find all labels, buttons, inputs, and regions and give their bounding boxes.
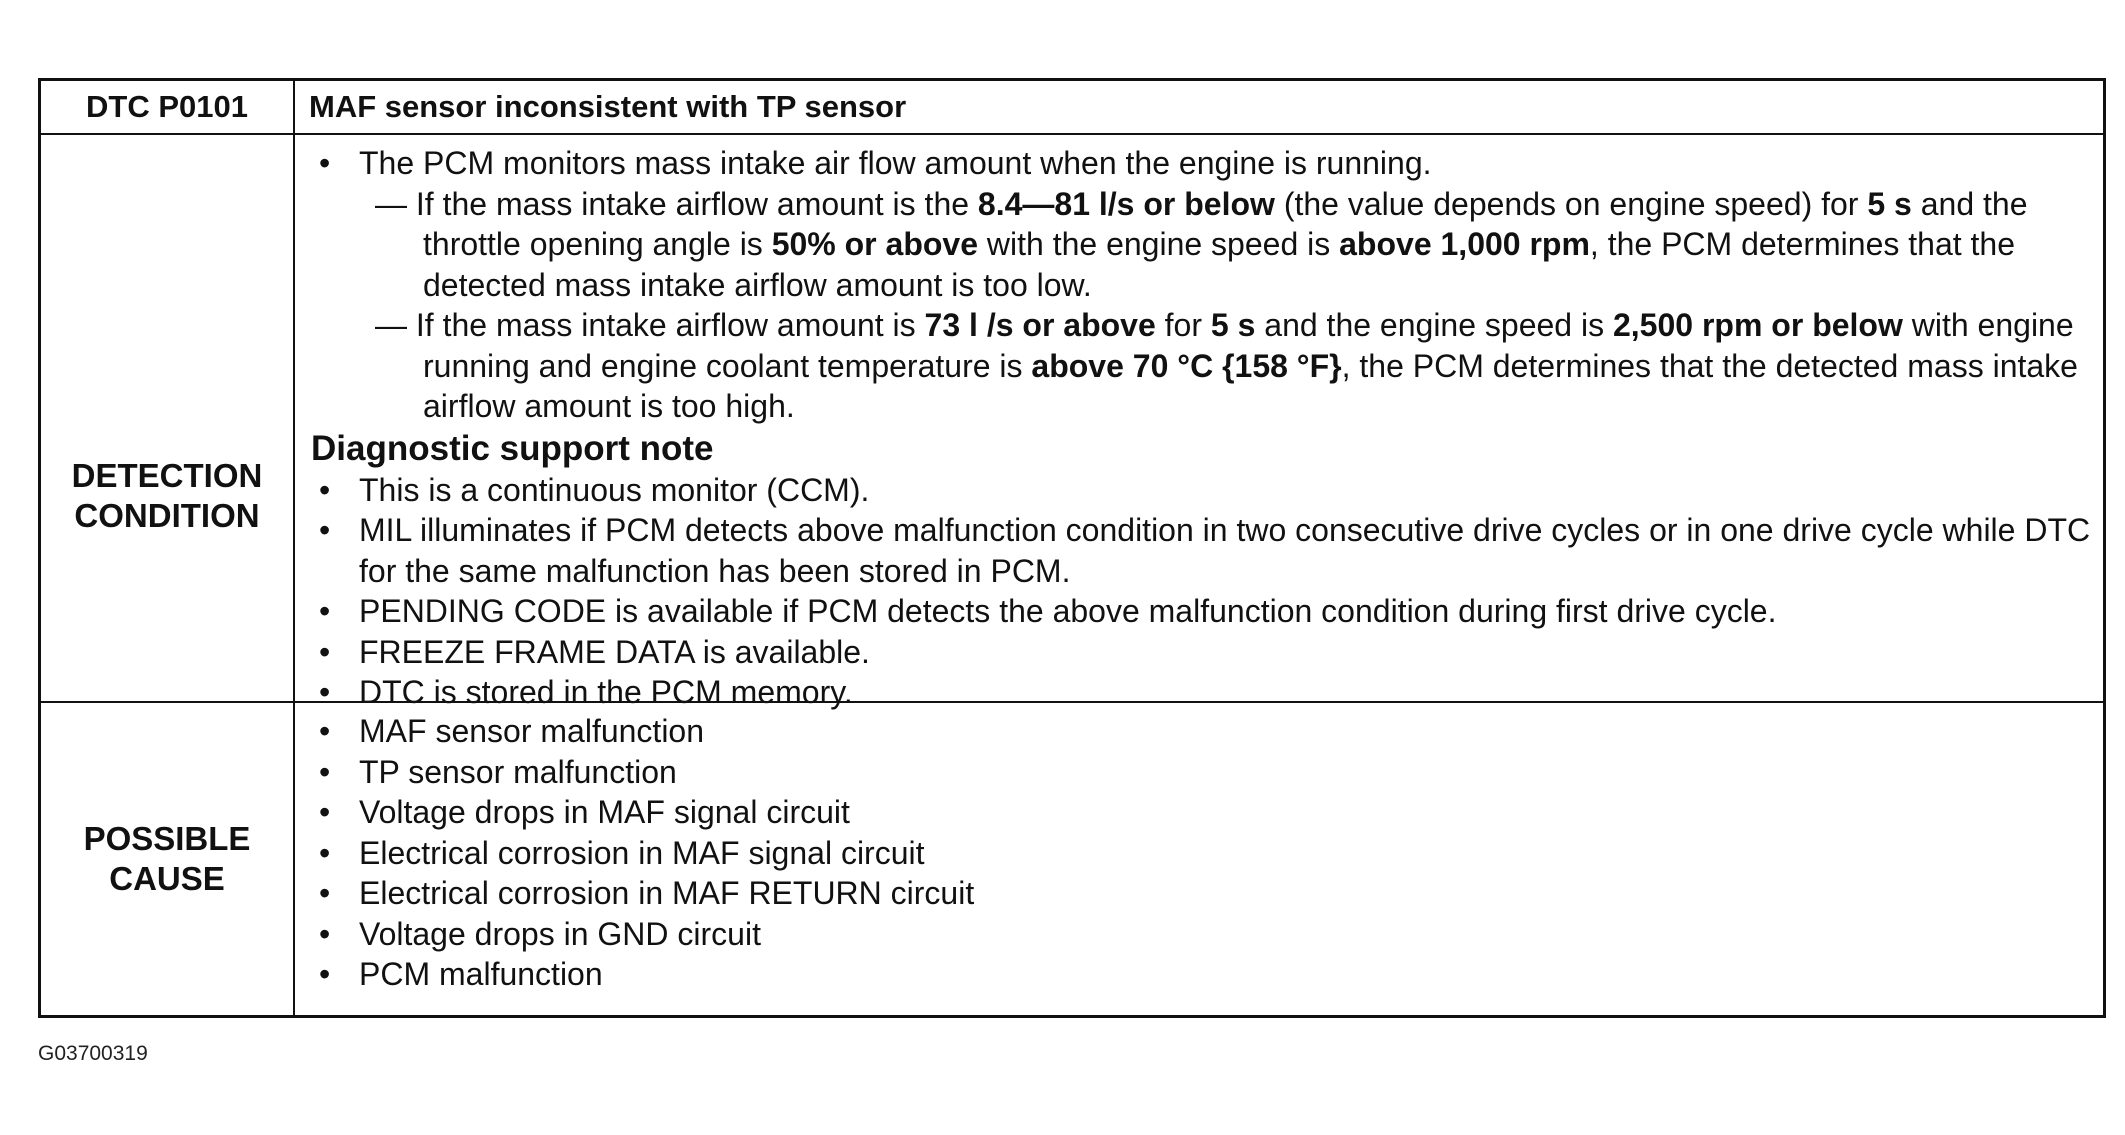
threshold-value: 5 s	[1210, 307, 1256, 343]
detection-low-condition	[311, 184, 2091, 306]
dtc-title-cell	[295, 81, 2103, 135]
cause-label-line2: CAUSE	[109, 860, 225, 897]
cause-item	[311, 752, 2091, 793]
cause-item	[311, 711, 2091, 752]
bullet-icon: •	[319, 145, 331, 181]
cause-item	[311, 954, 2091, 995]
cause-label-line1: POSSIBLE	[83, 820, 251, 857]
cause-item-text: TP sensor malfunction	[359, 753, 677, 790]
dash-icon: —	[375, 307, 407, 343]
diagnostic-support-heading: Diagnostic support note	[311, 428, 714, 468]
threshold-value: 5 s	[1867, 185, 1912, 222]
bullet-icon: •	[319, 633, 331, 670]
support-note-item	[311, 470, 2091, 511]
support-note-item	[311, 510, 2091, 591]
detection-label-line2: CONDITION	[74, 496, 260, 534]
text-run: and the throttle opening angle is	[423, 185, 2028, 262]
possible-cause-label	[41, 703, 295, 1015]
dtc-code-cell	[41, 81, 295, 135]
threshold-value: 2,500 rpm or below	[1612, 307, 1903, 343]
text-run: If the mass intake airflow amount is the	[415, 185, 978, 222]
cause-item-text: Electrical corrosion in MAF signal circuit	[359, 834, 925, 871]
cause-item-text: Electrical corrosion in MAF RETURN circuit	[359, 875, 975, 911]
support-note-text: FREEZE FRAME DATA is available.	[359, 633, 870, 670]
bullet-icon: •	[319, 956, 331, 992]
detection-high-condition	[311, 305, 2091, 427]
text-run: (the value depends on engine speed) for	[1274, 185, 1868, 222]
bullet-icon: •	[319, 834, 331, 871]
threshold-value: 8.4—81 l/s or below	[977, 185, 1275, 222]
support-note-item	[311, 672, 2091, 713]
bullet-icon: •	[319, 674, 331, 710]
dtc-code: DTC P0101	[86, 89, 248, 124]
detection-condition-content	[295, 135, 2103, 710]
bullet-icon: •	[319, 471, 331, 508]
text-run: If the mass intake airflow amount is	[415, 307, 925, 343]
detection-intro-text: The PCM monitors mass intake air flow amount when the engine is running.	[359, 145, 1432, 181]
detection-condition-label	[41, 135, 295, 703]
cause-item-text: Voltage drops in GND circuit	[359, 915, 761, 952]
text-run: , the PCM determines that the detected mass intake airflow amount is too low.	[423, 226, 2016, 303]
bullet-icon: •	[319, 915, 331, 952]
dtc-table	[38, 78, 2106, 1018]
detection-intro-bullet	[311, 143, 2091, 184]
dtc-title: MAF sensor inconsistent with TP sensor	[309, 89, 907, 124]
bullet-icon: •	[319, 593, 331, 629]
figure-id: G03700319	[38, 1042, 148, 1065]
support-note-item	[311, 632, 2091, 673]
bullet-icon: •	[319, 875, 331, 911]
support-note-text: MIL illuminates if PCM detects above malfunction condition in two consecutive drive cycles or in one drive cycle while DTC for the same malfunction has been stored in PCM.	[359, 512, 2091, 589]
support-note-text: This is a continuous monitor (CCM).	[359, 471, 870, 508]
bullet-icon: •	[319, 713, 331, 749]
support-note-text: DTC is stored in the PCM memory.	[359, 674, 853, 710]
cause-item	[311, 833, 2091, 874]
threshold-value: above 1,000 rpm	[1339, 226, 1590, 262]
text-run: with the engine speed is	[978, 226, 1340, 262]
bullet-icon: •	[319, 512, 331, 548]
threshold-value: 50% or above	[771, 226, 978, 262]
cause-item-text: MAF sensor malfunction	[359, 713, 705, 749]
cause-item-text: Voltage drops in MAF signal circuit	[359, 794, 850, 830]
text-run: for	[1155, 307, 1211, 343]
threshold-value: 73 l /s or above	[924, 307, 1156, 343]
text-run: , the PCM determines that the detected mass intake airflow amount is too high.	[423, 347, 2078, 424]
detection-label-line1: DETECTION	[71, 456, 263, 494]
bullet-icon: •	[319, 794, 331, 830]
cause-item	[311, 914, 2091, 955]
text-run: with engine running and engine coolant temperature is	[423, 307, 2074, 384]
dash-icon: —	[375, 185, 407, 222]
text-run: and the engine speed is	[1255, 307, 1613, 343]
cause-item	[311, 792, 2091, 833]
cause-item-text: PCM malfunction	[359, 956, 603, 992]
support-note-text: PENDING CODE is available if PCM detects the above malfunction condition during first drive cycle.	[359, 593, 1777, 629]
cause-item	[311, 873, 2091, 914]
support-note-item	[311, 591, 2091, 632]
possible-cause-content	[295, 703, 2103, 1015]
bullet-icon: •	[319, 753, 331, 790]
threshold-value: above 70 °C {158 °F}	[1031, 347, 1342, 384]
